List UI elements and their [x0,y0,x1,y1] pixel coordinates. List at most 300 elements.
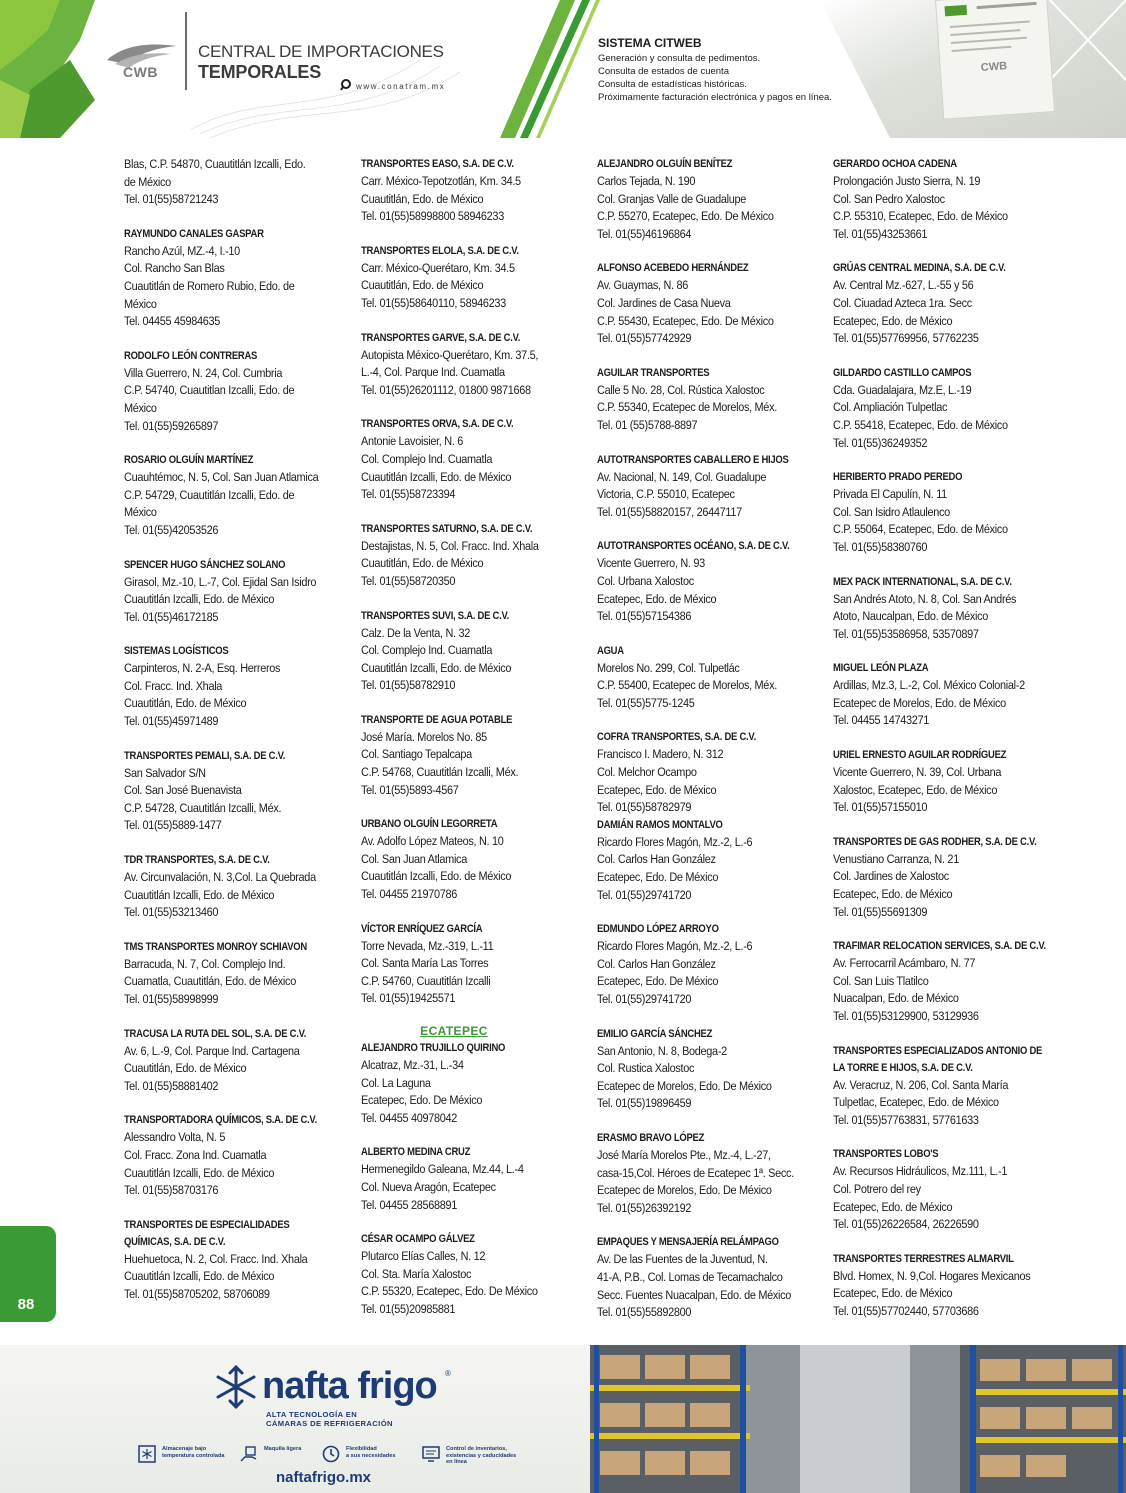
entry-name: ROSARIO OLGUÍN MARTÍNEZ [124,454,254,467]
entry-line: Ricardo Flores Magón, Mz.-2, L.-6 [597,939,753,954]
directory-entry [597,817,832,904]
entry-line: Cuautitlán Izcalli, Edo. de México [124,1269,275,1284]
directory-entry [597,452,832,522]
entry-name: ALBERTO MEDINA CRUZ [361,1146,471,1159]
directory-entry [124,1026,359,1096]
entry-line: Av. Nacional, N. 149, Col. Guadalupe [597,469,767,484]
entry-line: Morelos No. 299, Col. Tulpetlác [597,660,740,675]
directory-entry [597,921,832,1008]
entry-line: C.P. 55340, Ecatepec de Morelos, Méx. [597,400,777,415]
entry-name: TRANSPORTES ESPECIALIZADOS ANTONIO DE LA TORRE E HIJOS, S.A. DE C.V. [833,1044,1043,1074]
directory-entry [361,712,596,799]
entry-line: Col. Ampliación Tulpetlac [833,400,948,415]
entry-name: TRANSPORTES EASO, S.A. DE C.V. [361,158,514,170]
directory-entry [124,348,359,435]
entry-line: Tel. 01(55)19425571 [361,991,456,1006]
entry-line: Cuautitlán, Edo. de México [361,278,484,293]
header-title-line1: CENTRAL DE IMPORTACIONES [198,42,444,61]
directory-entry [361,243,596,313]
entry-name: ERASMO BRAVO LÓPEZ [597,1131,705,1144]
entry-line: Ecatepec de Morelos, Edo. De México [597,1078,772,1093]
entry-line: José María. Morelos No. 85 [361,729,487,744]
entry-line: C.P. 55320, Ecatepec, Edo. De México [361,1284,538,1299]
entry-line: Secc. Fuentes Nuacalpan, Edo. de México [597,1287,792,1302]
entry-line: C.P. 54760, Cuautitlán Izcalli [361,973,491,988]
search-icon [340,79,352,91]
entry-name: ALEJANDRO TRUJILLO QUIRINO [361,1042,506,1054]
entry-line: Tel. 01(55)43253661 [833,226,928,241]
entry-name: GILDARDO CASTILLO CAMPOS [833,366,972,379]
entry-line: Ecatepec, Edo. De México [597,974,719,989]
entry-line: Col. San Pedro Xalostoc [833,191,945,206]
warehouse-photo [590,1345,1126,1493]
entry-line: Tel. 04455 28568891 [361,1197,458,1212]
entry-line: Ecatepec, Edo. de México [597,591,717,606]
entry-line: Av. Adolfo López Mateos, N. 10 [361,834,504,849]
entry-line: Tel. 01(55)57769956, 57762235 [833,331,979,346]
entry-line: Destajistas, N. 5, Col. Fracc. Ind. Xhala [361,538,539,553]
entry-line: Col. Complejo Ind. Cuamatla [361,643,493,658]
entry-line: Col. Carlos Han González [597,852,716,867]
entry-line: Tel. 01(55)57154386 [597,609,692,624]
entry-line: Av. Guaymas, N. 86 [597,278,689,293]
entry-name: AGUILAR TRANSPORTES [597,366,710,379]
entry-line: Tel. 01(55)53586958, 53570897 [833,626,979,641]
entry-line: San Antonio, N. 8, Bodega-2 [597,1043,727,1058]
directory-entry [124,226,359,331]
entry-name: TRANSPORTADORA QUÍMICOS, S.A. DE C.V. [124,1114,317,1127]
monitor-icon [422,1445,440,1463]
entry-name: TRANSPORTES GARVE, S.A. DE C.V. [361,331,521,344]
card-logo-text: CWB [980,60,1008,74]
directory-column-4 [833,156,1068,1338]
entry-line: Francisco I. Madero, N. 312 [597,747,724,762]
snowflake-box-icon [138,1445,156,1463]
entry-line: C.P. 55270, Ecatepec, Edo. De México [597,209,774,224]
header-divider [185,12,187,90]
entry-line: Av. Central Mz.-627, L.-55 y 56 [833,278,974,293]
cwb-logo [105,38,179,84]
system-line: Generación y consulta de pedimentos. [598,53,761,64]
entry-name: TRANSPORTES ELOLA, S.A. DE C.V. [361,244,519,257]
entry-line: Cuautitlán Izcalli, Edo. de México [361,469,512,484]
entry-name: SPENCER HUGO SÁNCHEZ SOLANO [124,558,286,571]
directory-entry [833,1146,1068,1233]
entry-line: Tel. 01(55)58998999 [124,992,219,1006]
nafta-frigo-advertisement[interactable] [0,1345,1126,1493]
ad-feature [240,1445,320,1465]
entry-name: TRANSPORTES ORVA, S.A. DE C.V. [361,418,514,431]
directory-entry [833,834,1068,921]
entry-line: Carlos Tejada, N. 190 [597,174,696,188]
entry-line: Calle 5 No. 28, Col. Rústica Xalostoc [597,382,765,397]
ad-tagline-1: ALTA TECNOLOGÍA EN [266,1410,358,1419]
entry-line: Antonie Lavoisier, N. 6 [361,434,464,449]
entry-name: EMILIO GARCÍA SÁNCHEZ [597,1027,713,1040]
entry-line: Col. San Luis Tlatilco [833,973,929,988]
entry-name: VÍCTOR ENRÍQUEZ GARCÍA [361,922,483,935]
page-header [0,0,1126,138]
ad-feature-text: en línea [446,1459,467,1465]
entry-line: Tulpetlac, Ecatepec, Edo. de México [833,1095,999,1110]
entry-line: Col. Granjas Valle de Guadalupe [597,191,747,206]
entry-name: AUTOTRANSPORTES CABALLERO E HIJOS [597,453,789,466]
entry-line: C.P. 54740, Cuautitlan Izcalli, Edo. de [124,383,295,398]
ad-feature-text: Flexibilidad [346,1446,377,1452]
ad-feature-text: a sus necesidades [346,1452,396,1459]
entry-line: Cuautitlán Izcalli, Edo. de México [124,887,275,902]
directory-entry [124,748,359,835]
entry-name: RAYMUNDO CANALES GASPAR [124,227,264,240]
ad-feature-text: Maquila ligera [264,1446,302,1452]
entry-line: Tel. 01(55)26392192 [597,1200,692,1215]
directory-entry [361,156,596,226]
entry-line: Tel. 01(55)46172185 [124,609,219,624]
clock-icon [322,1445,340,1463]
entry-name: AGUA [597,644,624,657]
entry-line: Av. 6, L.-9, Col. Parque Ind. Cartagena [124,1043,300,1058]
entry-line: Tel. 01(55)36249352 [833,435,928,450]
entry-line: Tel. 01(55)59265897 [124,418,219,433]
entry-name: HERIBERTO PRADO PEREDO [833,471,963,484]
entry-line: Col. Sta. María Xalostoc [361,1266,472,1281]
entry-line: Tel. 04455 14743271 [833,713,930,728]
entry-line: Victoria, C.P. 55010, Ecatepec [597,487,735,502]
entry-line: Av. De las Fuentes de la Juventud, N. [597,1252,768,1267]
entry-line: Tel. 01(55)53213460 [124,905,219,920]
entry-line: San Andrés Atoto, N. 8, Col. San Andrés [833,591,1017,606]
entry-line: Villa Guerrero, N. 24, Col. Cumbria [124,365,283,380]
entry-line: Huehuetoca, N. 2, Col. Fracc. Ind. Xhala [124,1251,308,1266]
entry-line: Tel. 04455 40978042 [361,1110,458,1125]
directory-column-3 [597,156,832,1339]
directory-entry [833,574,1068,644]
entry-line: Cda. Guadalajara, Mz.E, L.-19 [833,382,972,397]
entry-line: Carr. México-Querétaro, Km. 34.5 [361,260,515,275]
entry-line: Col. Carlos Han González [597,956,716,971]
entry-line: Col. San José Buenavista [124,783,242,798]
ad-feature-text: Almacenaje bajo [162,1446,207,1452]
entry-name: GRÚAS CENTRAL MEDINA, S.A. DE C.V. [833,262,1006,275]
entry-name: TRANSPORTES PEMALI, S.A. DE C.V. [124,749,286,762]
directory-entry [124,1217,359,1304]
directory-entry [361,1231,596,1318]
entry-line: de México [124,174,171,189]
entry-line: Ecatepec, Edo. de México [833,887,953,902]
entry-line: Privada El Capulín, N. 11 [833,487,947,502]
ad-registered-mark: ® [445,1369,451,1378]
entry-line: Alcatraz, Mz.-31, L.-34 [361,1058,464,1072]
hand-box-icon [240,1445,258,1463]
entry-line: Hermenegildo Galeana, Mz.44, L.-4 [361,1162,524,1177]
entry-name: DAMIÁN RAMOS MONTALVO [597,818,723,831]
entry-name: CÉSAR OCAMPO GÁLVEZ [361,1233,475,1246]
entry-line: México [124,505,157,520]
entry-line: Blas, C.P. 54870, Cuautitlán Izcalli, Edo. [124,157,306,171]
entry-line: Plutarco Elías Calles, N. 12 [361,1249,486,1264]
entry-line: C.P. 54768, Cuautitlán Izcalli, Méx. [361,765,519,780]
entry-line: Cuautitlán, Edo. de México [361,556,484,571]
entry-line: Tel. 01(55)58782979 [597,800,692,815]
directory-entry [833,469,1068,556]
entry-line: C.P. 55310, Ecatepec, Edo. de México [833,209,1008,224]
ad-tagline-2: CÁMARAS DE REFRIGERACIÓN [266,1419,393,1428]
entry-name: AUTOTRANSPORTES OCÉANO, S.A. DE C.V. [597,540,790,553]
ad-feature [138,1445,238,1465]
entry-line: Tel. 01(55)42053526 [124,522,219,537]
directory-column-2 [361,156,596,1336]
entry-name: ALFONSO ACEBEDO HERNÁNDEZ [597,262,749,275]
entry-line: Girasol, Mz.-10, L.-7, Col. Ejidal San Isidro [124,574,317,589]
directory-entry [124,1112,359,1199]
entry-name: TRANSPORTES TERRESTRES ALMARVIL [833,1252,1014,1265]
directory-entry [361,416,596,503]
directory-entry [597,365,832,435]
ad-feature [422,1445,532,1465]
system-line: Consulta de estadísticas históricas. [598,79,747,90]
entry-name: COFRA TRANSPORTES, S.A. DE C.V. [597,731,756,744]
entry-line: Barracuda, N. 7, Col. Complejo Ind. [124,956,286,971]
directory-entry [597,1026,832,1113]
directory-column-1 [124,156,359,1321]
entry-line: Tel. 01(55)58782910 [361,678,456,693]
ad-brand-name: nafta frigo [262,1365,437,1407]
entry-line: Ardillas, Mz.3, L.-2, Col. México Colonial-2 [833,678,1025,693]
ad-feature [322,1445,414,1465]
entry-line: Ecatepec, Edo. De México [361,1093,483,1108]
entry-line: Carpinteros, N. 2-A, Esq. Herreros [124,661,281,676]
entry-line: Tel. 01(55)58703176 [124,1183,219,1198]
entry-line: Ecatepec, Edo. de México [833,313,953,328]
directory-entry [597,538,832,625]
entry-line: Col. Ciuadad Azteca 1ra. Secc [833,295,972,310]
entry-line: Ricardo Flores Magón, Mz.-2, L.-6 [597,834,753,849]
entry-name: MEX PACK INTERNATIONAL, S.A. DE C.V. [833,575,1012,588]
entry-name: GERARDO OCHOA CADENA [833,158,957,170]
directory-entry [124,939,359,1009]
entry-line: Ecatepec de Morelos, Edo. de México [833,695,1006,710]
entry-line: Col. Jardines de Xalostoc [833,869,949,884]
entry-name: TRANSPORTES SATURNO, S.A. DE C.V. [361,522,533,535]
entry-line: Tel. 01(55)5775-1245 [597,695,695,710]
directory-entry [124,643,359,730]
directory-entry [597,729,832,816]
entry-line: Tel. 01(55)57155010 [833,800,928,815]
entry-line: Tel. 01(55)58640110, 58946233 [361,295,506,310]
entry-line: Tel. 04455 45984635 [124,314,221,329]
system-line: Próximamente facturación electrónica y pagos en línea. [598,92,832,103]
entry-line: Cuautitlán, Edo. de México [124,696,247,711]
entry-line: Tel. 01(55)29741720 [597,887,692,902]
entry-line: C.P. 54729, Cuautitlán Izcalli, Edo. de [124,487,295,502]
entry-line: Torre Nevada, Mz.-319, L.-11 [361,938,494,953]
entry-line: Tel. 01(55)58380760 [833,539,928,554]
document-card-image [935,0,1055,120]
entry-line: Tel. 01(55)58723394 [361,487,456,502]
entry-line: Cuautitlán Izcalli, Edo. de México [361,869,512,884]
entry-line: Tel. 01(55)20985881 [361,1301,456,1316]
ad-feature-text: temperatura controlada [162,1452,225,1459]
entry-name: MIGUEL LEÓN PLAZA [833,662,929,675]
system-line: Consulta de estados de cuenta [598,66,729,77]
entry-line: L.-4, Col. Parque Ind. Cuamatla [361,365,505,380]
entry-line: Tel. 01(55)5893-4567 [361,782,459,797]
entry-line: Tel. 01(55)57763831, 57761633 [833,1112,979,1127]
entry-line: Cuautitlán Izcalli, Edo. de México [361,660,512,675]
entry-name: TRANSPORTE DE AGUA POTABLE [361,713,513,726]
entry-line: Rancho Azúl, MZ.-4, I.-10 [124,243,240,258]
entry-name: TRANSPORTES DE ESPECIALIDADES QUÍMICAS, S.A. DE C.V. [124,1218,290,1248]
ad-url[interactable]: naftafrigo.mx [276,1469,372,1486]
entry-line: Col. Santa María Las Torres [361,956,489,971]
entry-line: Tel. 01(55)46196864 [597,226,692,241]
entry-line: Col. Nueva Aragón, Ecatepec [361,1179,496,1194]
entry-line: San Salvador S/N [124,765,206,780]
directory-entry [833,1043,1068,1130]
directory-entry [833,938,1068,1025]
entry-line: Vicente Guerrero, N. 39, Col. Urbana [833,765,1002,780]
entry-line: C.P. 54728, Cuautitlán Izcalli, Méx. [124,800,282,815]
system-title: SISTEMA CITWEB [598,36,702,50]
entry-line: Tel. 01(55)26226584, 26226590 [833,1217,979,1232]
entry-line: Calz. De la Venta, N. 32 [361,625,470,640]
section-heading: ECATEPEC [420,1024,488,1038]
entry-line: C.P. 55430, Ecatepec, Edo. De México [597,313,774,328]
entry-line: Av. Circunvalación, N. 3,Col. La Quebrada [124,870,316,885]
directory-entry [361,330,596,400]
entry-line: Tel. 01(55)57742929 [597,331,692,346]
directory-entry [361,816,596,903]
entry-line: Carr. México-Tepotzotlán, Km. 34.5 [361,174,521,188]
entry-line: 41-A, P.B., Col. Lomas de Tecamachalco [597,1269,783,1284]
entry-line: Tel. 01(55)5889-1477 [124,818,222,833]
entry-line: Prolongación Justo Sierra, N. 19 [833,174,981,188]
entry-line: Tel. 01(55)58705202, 58706089 [124,1286,270,1301]
entry-line: Atoto, Naucalpan, Edo. de México [833,609,989,624]
entry-line: Col. Potrero del rey [833,1181,921,1196]
entry-line: C.P. 55400, Ecatepec de Morelos, Méx. [597,678,777,693]
entry-line: Col. La Laguna [361,1075,431,1090]
directory-entry [361,608,596,695]
entry-line: México [124,296,157,311]
entry-name: ALEJANDRO OLGUÍN BENÍTEZ [597,158,733,170]
entry-line: Ecatepec, Edo. de México [833,1199,953,1214]
ad-feature-text: existencias y caducidades [446,1452,517,1459]
entry-line: Vicente Guerrero, N. 93 [597,556,705,571]
entry-name: TRACUSA LA RUTA DEL SOL, S.A. DE C.V. [124,1027,307,1040]
directory-entry [597,1234,832,1321]
cwb-logo-text: CWB [123,64,158,80]
entry-line: Tel. 01(55)26201112, 01800 9871668 [361,382,531,397]
entry-line: Tel. 01(55)53129900, 53129936 [833,1009,979,1023]
directory-entry [833,747,1068,817]
directory-entry [597,1130,832,1217]
entry-line: Cuamatla, Cuautitlán, Edo. de México [124,974,296,989]
entry-name: TRANSPORTES LOBO'S [833,1148,939,1161]
entry-name: TRAFIMAR RELOCATION SERVICES, S.A. DE C.V. [833,940,1046,953]
entry-line: Ecatepec, Edo. de México [597,782,717,797]
directory-entry [361,1023,596,1127]
entry-line: Col. Rancho San Blas [124,261,225,276]
entry-line: Tel. 01(55)58720350 [361,573,456,588]
entry-line: Tel. 01(55)55892800 [597,1305,692,1320]
directory-entry [124,156,359,209]
entry-line: Tel. 01(55)19896459 [597,1096,692,1111]
entry-line: Col. Complejo Ind. Cuamatla [361,451,493,466]
directory-entry [833,260,1068,347]
directory-entry [833,156,1068,243]
directory-entry [597,643,832,713]
entry-line: Tel. 01(55)58998800 58946233 [361,209,504,224]
entry-line: Col. San Isidro Atlaulenco [833,504,950,519]
entry-line: Autopista México-Querétaro, Km. 37.5, [361,347,539,362]
entry-line: Col. Urbana Xalostoc [597,573,694,588]
entry-line: México [124,400,157,415]
entry-name: TRANSPORTES SUVI, S.A. DE C.V. [361,609,510,622]
entry-line: C.P. 55064, Ecatepec, Edo. de México [833,522,1008,537]
entry-name: URBANO OLGUÍN LEGORRETA [361,818,498,831]
entry-line: casa-15,Col. Héroes de Ecatepec 1ª. Secc. [597,1165,794,1180]
entry-line: Cuautitlán Izcalli, Edo. de México [124,592,275,607]
entry-name: RODOLFO LEÓN CONTRERAS [124,349,258,362]
entry-line: Col. Santiago Tepalcapa [361,747,472,762]
entry-line: Alessandro Volta, N. 5 [124,1130,226,1145]
entry-line: Tel. 01 (55)5788-8897 [597,417,698,432]
entry-name: TMS TRANSPORTES MONROY SCHIAVON [124,940,307,953]
entry-line: Cuautitlán, Edo. de México [124,1061,247,1076]
entry-line: Col. Fracc. Zona Ind. Cuamatla [124,1147,267,1162]
entry-line: Tel. 01(55)45971489 [124,714,219,729]
entry-line: Cuautitlán de Romero Rubio, Edo. de [124,278,295,293]
ad-feature-text: Control de inventarios, [446,1446,507,1452]
entry-line: Ecatepec de Morelos, Edo. De México [597,1183,772,1198]
entry-name: EDMUNDO LÓPEZ ARROYO [597,923,719,936]
entry-line: Nuacalpan, Edo. de México [833,991,959,1006]
entry-line: Ecatepec, Edo. De México [597,870,719,885]
snowflake-icon [212,1363,260,1411]
directory-entry [833,660,1068,730]
entry-name: SISTEMAS LOGÍSTICOS [124,645,229,658]
header-url[interactable]: www.conatram.mx [356,82,446,91]
directory-entry [361,1144,596,1214]
entry-line: Av. Recursos Hidráulicos, Mz.111, L.-1 [833,1164,1008,1179]
entry-name: URIEL ERNESTO AGUILAR RODRÍGUEZ [833,749,1007,762]
entry-line: Xalostoc, Ecatepec, Edo. de México [833,782,998,797]
entry-line: Av. Veracruz, N. 206, Col. Santa María [833,1077,1009,1092]
entry-line: Cuautitlán, Edo. de México [361,191,484,206]
entry-line: Av. Ferrocarril Acámbaro, N. 77 [833,956,976,971]
directory-entry [597,260,832,347]
directory-entry [361,521,596,591]
entry-line: Col. San Juan Atlamica [361,851,467,866]
entry-name: EMPAQUES Y MENSAJERÍA RELÁMPAGO [597,1236,779,1249]
entry-line: Tel. 01(55)58881402 [124,1078,219,1093]
entry-line: Col. Jardines de Casa Nueva [597,295,731,310]
directory-entry [361,921,596,1008]
directory-entry [833,365,1068,452]
entry-line: Cuauhtémoc, N. 5, Col. San Juan Atlamica [124,470,319,485]
entry-line: Venustiano Carranza, N. 21 [833,851,959,866]
entry-line: Tel. 01(55)58721243 [124,192,219,207]
entry-line: Col. Rustica Xalostoc [597,1061,695,1076]
entry-line: Col. Fracc. Ind. Xhala [124,678,223,693]
entry-line: Tel. 01(55)58820157, 26447117 [597,504,742,519]
entry-line: Cuautitlán Izcalli, Edo. de México [124,1165,275,1180]
entry-line: Blvd. Homex, N. 9,Col. Hogares Mexicanos [833,1268,1031,1283]
directory-entry [124,852,359,922]
entry-line: Tel. 01(55)57702440, 57703686 [833,1303,979,1318]
document-lines-graphic [936,0,1050,61]
